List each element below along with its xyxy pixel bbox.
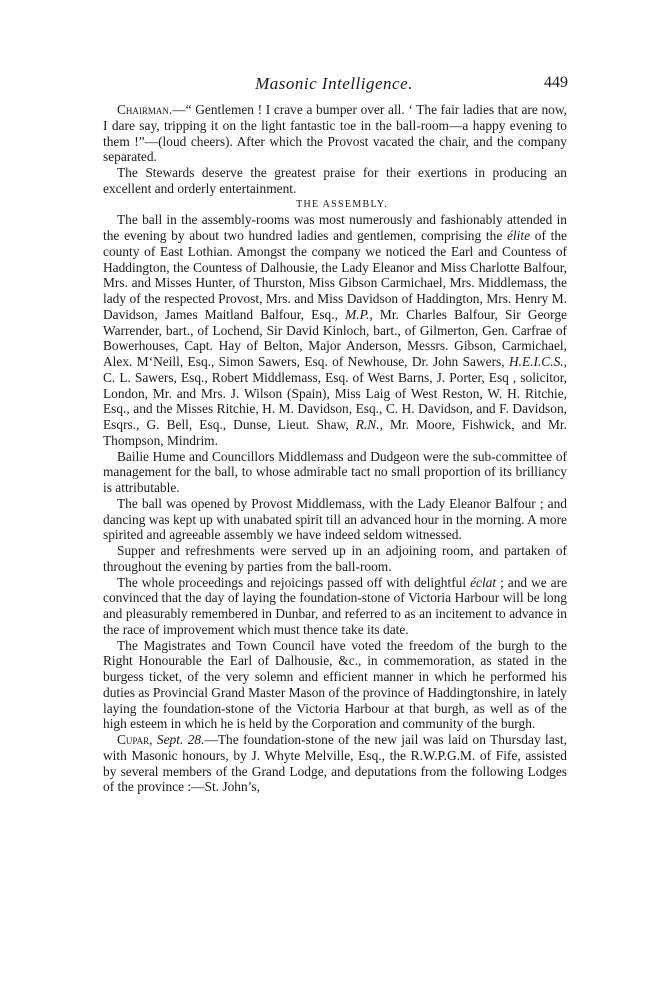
paragraph-assembly-attendance bbox=[103, 212, 567, 448]
text-run: The ball in the assembly-rooms was most numerously and fashionably attended in the evening by about two hundred ladies and gentlemen, comprising the bbox=[103, 212, 567, 243]
paragraph-freedom-of-burgh: The Magistrates and Town Council have voted the freedom of the burgh to the Right Honourable the Earl of Dalhousie, &c., in commemoration, as stated in the burgess ticket, of the very solemn and efficient manner in which he performed his duties as Provincial Grand Master Mason of the province of Haddingtonshire, in lately laying the foundation-stone of the Victoria Harbour at that burgh, as well as of the high esteem in which he is held by the Corporation and community of the burgh. bbox=[103, 637, 567, 732]
italic-term: R.N. bbox=[355, 417, 380, 432]
paragraph-proceedings bbox=[103, 575, 567, 638]
italic-term: H.E.I.C.S. bbox=[508, 354, 564, 369]
italic-term: M.P. bbox=[345, 306, 370, 322]
place-label: Cupar, bbox=[117, 732, 153, 747]
article-body bbox=[103, 102, 567, 795]
paragraph-committee: Bailie Hume and Councillors Middlemass and Dudgeon were the sub-committee of management for the ball, to whose admirable tact no small proportion of its brilliancy is attributable. bbox=[103, 448, 567, 495]
italic-term: élite bbox=[506, 228, 531, 243]
text-run: , C. L. Sawers, Esq., Robert Middlemass, Esq. of West Barns, J. Porter, Esq , solicitor, London, Mr. and Mrs. J. Wilson (Spain), Miss Laig of West Reston, W. H. Ritchie, Esq., and the Misses Ritchie, H. M. Davidson, Esq., C. H. Davidson, and F. Davidson, Esqrs., G. Bell, Esq., Dunse, Lieut. Shaw, bbox=[103, 354, 567, 432]
running-title: Masonic Intelligence. bbox=[255, 74, 413, 93]
text-run: ; and we are convinced that the day of laying the foundation-stone of Victoria Harbour will be long and pleasurably remembered in Dunbar, and referred to as an incitement to advance in the race of improvement which must thence take its date. bbox=[103, 574, 568, 637]
running-header bbox=[100, 74, 568, 96]
text-run: The whole proceedings and rejoicings passed off with delightful bbox=[117, 574, 471, 590]
section-heading: THE ASSEMBLY. bbox=[296, 198, 388, 210]
paragraph-cupar-jail bbox=[103, 732, 567, 795]
paragraph-chairman-toast bbox=[103, 102, 567, 165]
paragraph-ball-opening: The ball was opened by Provost Middlemass, with the Lady Eleanor Balfour ; and dancing was kept up with unabated spirit till an advanced hour in the morning. A more spirited and agreeable assembly we have indeed seldom witnessed. bbox=[103, 495, 567, 543]
paragraph-stewards: The Stewards deserve the greatest praise for their exertions in producing an excellent and orderly entertainment. bbox=[103, 165, 567, 196]
paragraph-text: —“ Gentlemen ! I crave a bumper over all. ‘ The fair ladies that are now, I dare say, tripping it on the light fantastic toe in the ball-room—a happy evening to them !”—(loud cheers). After which the Provost vacated the chair, and the company separated. bbox=[103, 102, 567, 165]
text-run: , Mr. Charles Balfour, Sir George Warrender, bart., of Lochend, Sir David Kinloch, bart., of Gilmerton, Gen. Carfrae of Bowerhouses, Capt. Hay of Belton, Major Anderson, Messrs. Gibson, Carmichael, Alex. M‘Neill, Esq., Simon Sawers, Esq. of Newhouse, Dr. John Sawers, bbox=[103, 306, 567, 369]
text-run: , Mr. Moore, Fishwick, and Mr. Thompson, Mindrim. bbox=[103, 417, 567, 448]
text-run: of the county of East Lothian. Amongst the company we noticed the Earl and Countess of Haddington, the Countess of Dalhousie, the Lady Eleanor and Miss Charlotte Balfour, Mrs. and Misses Hunter, of Thurston, Miss Gibson Carmichael, Mrs. Middlemass, the lady of the respected Provost, Mrs. and Miss Davidson of Haddington, Mrs. Henry M. Davidson, James Maitland Balfour, Esq., bbox=[103, 228, 567, 322]
paragraph-text: —The foundation-stone of the new jail was laid on Thursday last, with Masonic honours, by J. Whyte Melville, Esq., the R.W.P.G.M. of Fife, assisted by several members of the Grand Lodge, and deputations from the following Lodges of the province :—St. John’s, bbox=[103, 732, 567, 795]
page-number: 449 bbox=[544, 74, 568, 91]
italic-term: éclat bbox=[470, 574, 497, 590]
speaker-label: Chairman. bbox=[117, 102, 173, 117]
date-label: Sept. 28. bbox=[156, 732, 205, 747]
paragraph-supper: Supper and refreshments were served up in an adjoining room, and partaken of throughout the evening by parties from the ball-room. bbox=[103, 543, 567, 574]
